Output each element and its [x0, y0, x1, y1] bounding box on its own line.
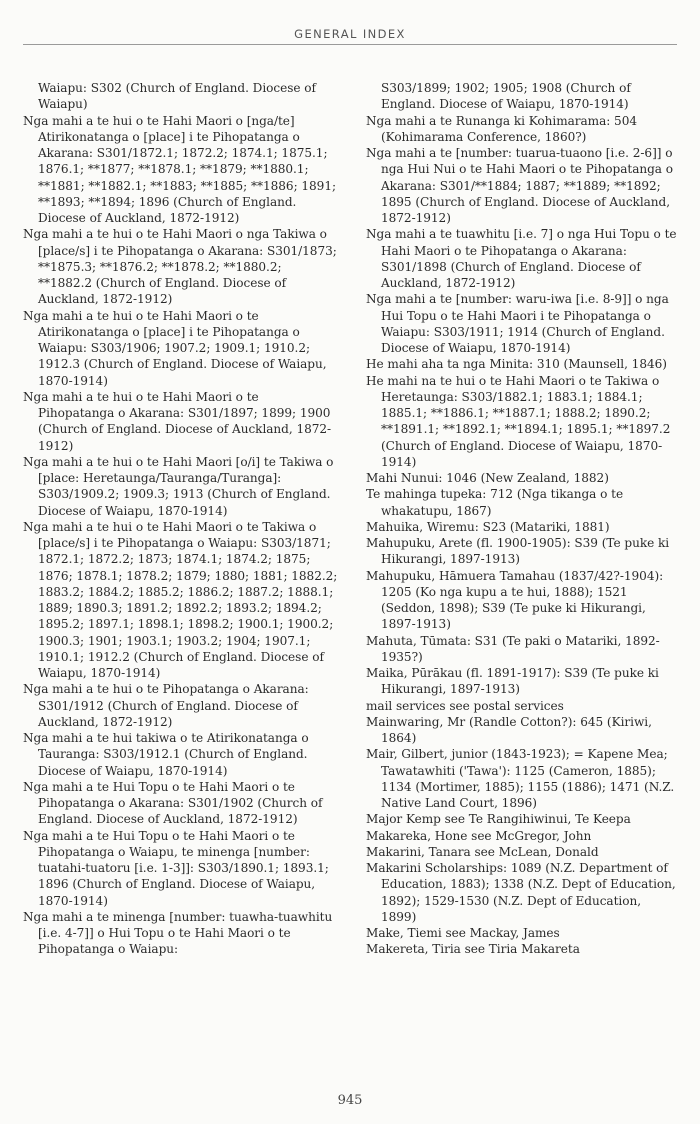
index-entry: Nga mahi a te hui o te Hahi Maori o te Takiwa o [place/s] i te Pihopatanga o Waiapu: S303/1871; 1872.1; 1872.2; 1873; 1874.1; 1874.2; 1875; 1876; 1878.1; 1878.2; 1879; 1880; 1881; 1882.2; 1883.2; 1884.2; 1885.2; 1886.2; 1887.2; 1888.1; 1889; 1890.3; 1891.2; 1892.2; 1893.2; 1894.2; 1895.2; 1897.1; 1898.1; 1898.2; 1900.1; 1900.2; 1900.3; 1901; 1903.1; 1903.2; 1904; 1907.1; 1910.1; 1912.2 (Church of England. Diocese of Waiapu, 1870-1914)	[23, 519, 338, 680]
index-entry: Nga mahi a te tuawhitu [i.e. 7] o nga Hui Topu o te Hahi Maori o te Pihopatanga o Akarana: S301/1898 (Church of England. Diocese of Auckland, 1872-1912)	[366, 227, 677, 290]
index-entry: Makareka, Hone see McGregor, John	[366, 828, 592, 843]
index-entry: Nga mahi a te hui o te Hahi Maori [o/i] te Takiwa o [place: Heretaunga/Tauranga/Turanga]: S303/1909.2; 1909.3; 1913 (Church of England. Diocese of Waiapu, 1870-1914)	[23, 454, 334, 518]
index-entry: Nga mahi a te Hui Topu o te Hahi Maori o te Pihopatanga o Waiapu, te minenga [number: tuatahi-tuatoru [i.e. 1-3]]: S303/1890.1; 1893.1; 1896 (Church of England. Diocese of Waiapu, 1870-1914)	[23, 828, 329, 908]
index-entry: Major Kemp see Te Rangihiwinui, Te Keepa	[366, 812, 631, 827]
index-entry: Mair, Gilbert, junior (1843-1923); = Kapene Mea; Tawatawhiti ('Tawa'): 1125 (Cameron, 1885); 1134 (Mortimer, 1885); 1155 (1886); 1471 (N.Z. Native Land Court, 1896)	[366, 747, 675, 810]
index-entry: Mahuta, Tūmata: S31 (Te paki o Matariki, 1892-1935?)	[366, 633, 660, 664]
index-column-right	[366, 80, 680, 958]
index-entry: Nga mahi a te hui o te Hahi Maori o [nga/te] Atirikonatanga o [place] i te Pihopatanga o Akarana: S301/1872.1; 1872.2; 1874.1; 1875.1; 1876.1; **1877; **1878.1; **1879; **1880.1; **1881; **1882.1; **1883; **1885; **1886; 1891; **1893; **1894; 1896 (Church of England. Diocese of Auckland, 1872-1912)	[23, 113, 336, 225]
index-entry: Nga mahi a te hui o te Hahi Maori o te Atirikonatanga o [place] i te Pihopatanga o Waiapu: S303/1906; 1907.2; 1909.1; 1910.2; 1912.3 (Church of England. Diocese of Waiapu, 1870-1914)	[23, 308, 327, 388]
index-entry: Nga mahi a te Hui Topu o te Hahi Maori o te Pihopatanga o Akarana: S301/1902 (Church of England. Diocese of Auckland, 1872-1912)	[23, 779, 323, 827]
index-entry: Mahi Nunui: 1046 (New Zealand, 1882)	[366, 471, 609, 485]
index-entry: Mahupuku, Arete (fl. 1900-1905): S39 (Te puke ki Hikurangi, 1897-1913)	[366, 536, 670, 567]
index-entry: Mainwaring, Mr (Randle Cotton?): 645 (Kiriwi, 1864)	[366, 714, 652, 745]
index-entry: He mahi na te hui o te Hahi Maori o te Takiwa o Heretaunga: S303/1882.1; 1883.1; 1884.1; 1885.1; **1886.1; **1887.1; 1888.2; 1890.2; **1891.1; **1892.1; **1894.1; 1895.1; **1897.2 (Church of England. Diocese of Waiapu, 1870-1914)	[366, 373, 671, 469]
running-header: GENERAL INDEX	[294, 27, 406, 41]
index-entry: Mahupuku, Hāmuera Tamahau (1837/42?-1904): 1205 (Ko nga kupu a te hui, 1888); 1521 (Seddon, 1898); S39 (Te puke ki Hikurangi, 1897-1913)	[366, 568, 664, 632]
index-entry: Nga mahi a te hui o te Pihopatanga o Akarana: S301/1912 (Church of England. Diocese of Auckland, 1872-1912)	[23, 682, 309, 729]
index-entry: mail services see postal services	[366, 698, 564, 713]
index-entry: Makarini, Tanara see McLean, Donald	[366, 844, 599, 859]
index-entry: Nga mahi a te [number: tuarua-tuaono [i.e. 2-6]] o nga Hui Nui o te Hahi Maori o te Pihopatanga o Akarana: S301/**1884; 1887; **1889; **1892; 1895 (Church of England. Diocese of Auckland, 1872-1912)	[366, 146, 673, 225]
index-column-left	[23, 80, 338, 958]
index-entry: Maika, Pūrākau (fl. 1891-1917): S39 (Te puke ki Hikurangi, 1897-1913)	[366, 666, 659, 697]
index-entry: Mahuika, Wiremu: S23 (Matariki, 1881)	[366, 519, 610, 534]
index-entry: Waiapu: S302 (Church of England. Diocese of Waiapu)	[38, 81, 316, 112]
index-entry: Nga mahi a te hui o te Hahi Maori o nga Takiwa o [place/s] i te Pihopatanga o Akarana: S301/1873; **1875.3; **1876.2; **1878.2; **1880.2; **1882.2 (Church of England. Diocese of Auckland, 1872-1912)	[23, 227, 337, 307]
index-entry: Makarini Scholarships: 1089 (N.Z. Department of Education, 1883); 1338 (N.Z. Dept of Education, 1892); 1529-1530 (N.Z. Dept of Education, 1899)	[366, 861, 676, 924]
index-entry: Nga mahi a te hui takiwa o te Atirikonatanga o Tauranga: S303/1912.1 (Church of England. Diocese of Waiapu, 1870-1914)	[23, 731, 309, 778]
page-number: 945	[337, 1093, 363, 1108]
index-entry-continuation: S303/1899; 1902; 1905; 1908 (Church of England. Diocese of Waiapu, 1870-1914)	[381, 81, 631, 112]
index-entry: Nga mahi a te [number: waru-iwa [i.e. 8-9]] o nga Hui Topu o te Hahi Maori i te Pihopatanga o Waiapu: S303/1911; 1914 (Church of England. Diocese of Waiapu, 1870-1914)	[366, 292, 669, 355]
index-entry: He mahi aha ta nga Minita: 310 (Maunsell, 1846)	[366, 357, 667, 372]
index-entry: Nga mahi a te Runanga ki Kohimarama: 504 (Kohimarama Conference, 1860?)	[366, 113, 637, 144]
index-entry: Make, Tiemi see Mackay, James	[366, 926, 560, 940]
index-entry: Nga mahi a te hui o te Hahi Maori o te Pihopatanga o Akarana: S301/1897; 1899; 1900 (Church of England. Diocese of Auckland, 1872-1912)	[23, 389, 332, 453]
header-rule	[23, 44, 677, 45]
index-entry: Makereta, Tiria see Tiria Makareta	[366, 942, 580, 957]
index-entry: Nga mahi a te minenga [number: tuawha-tuawhitu [i.e. 4-7]] o Hui Topu o te Hahi Maori o te Pihopatanga o Waiapu:	[23, 909, 333, 957]
index-entry: Te mahinga tupeka: 712 (Nga tikanga o te whakatupu, 1867)	[366, 487, 624, 518]
